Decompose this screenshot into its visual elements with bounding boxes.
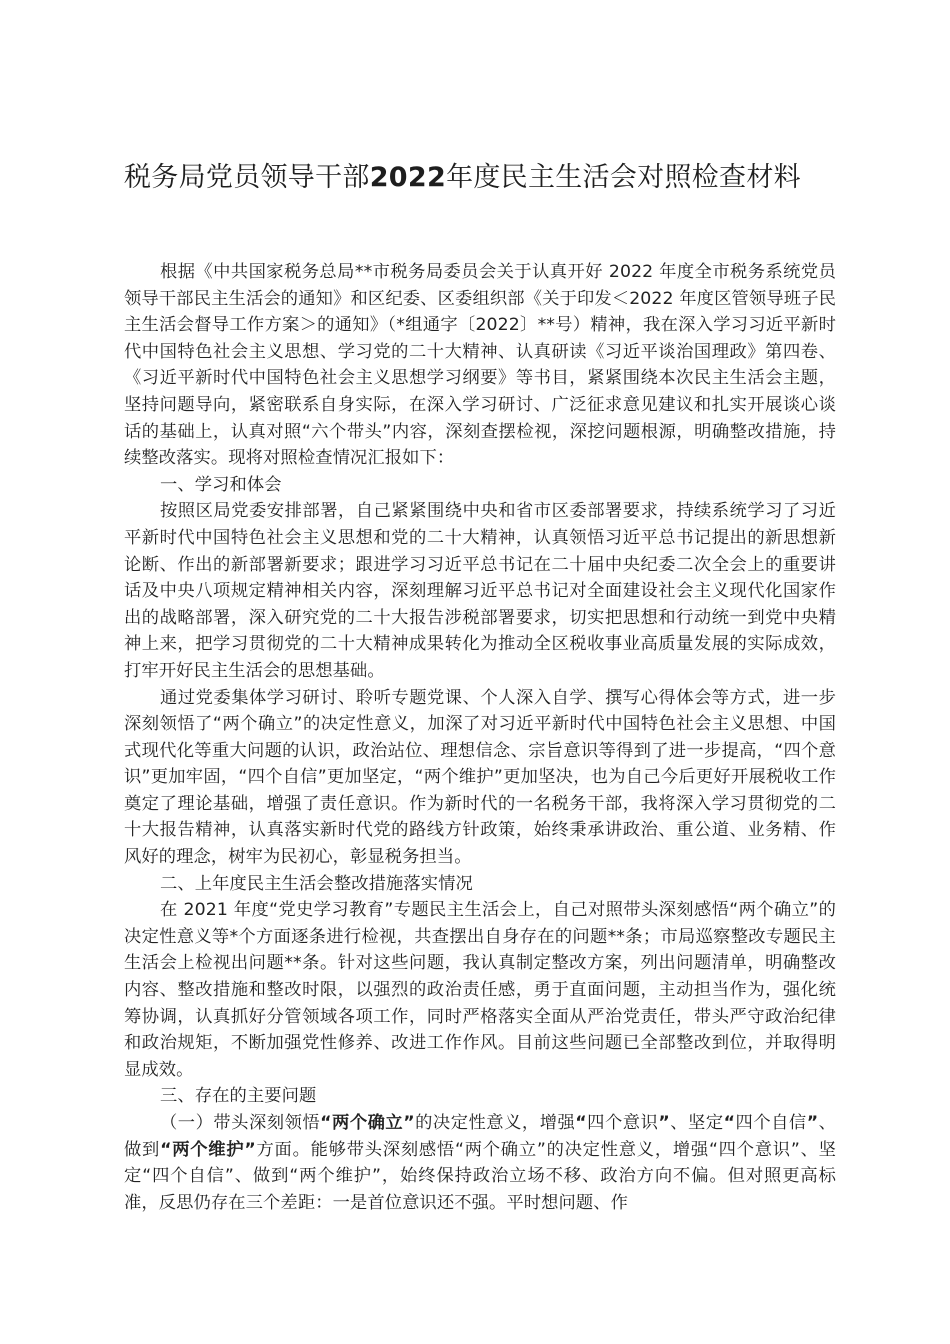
- study-paragraph-1: 按照区局党委安排部署，自己紧紧围绕中央和省市区委部署要求，持续系统学习了习近平新时代中国特色社会主义思想和党的二十大精神，认真领悟习近平总书记提出的新思想新论断、作出的新部署新要求；跟进学习习近平总书记在二十届中央纪委二次全会上的重要讲话及中央八项规定精神相关内容，深刻理解习近平总书记对全面建设社会主义现代化国家作出的战略部署，深入研究党的二十大报告涉税部署要求，切实把思想和行动统一到党中央精神上来，把学习贯彻党的二十大精神成果转化为推动全区税收事业高质量发展的实际成效，打牢开好民主生活会的思想基础。: [124, 501, 836, 681]
- rectification-paragraph: 在 2021 年度“党史学习教育”专题民主生活会上，自己对照带头深刻感悟“两个确立”的决定性意义等*个方面逐条进行检视，共查摆出自身存在的问题**条；市局巡察整改专题民主生活会上检视出问题**条。针对这些问题，我认真制定整改方案，列出问题清单，明确整改内容、整改措施和整改时限，以强烈的政治责任感，勇于直面问题，主动担当作为，强化统筹协调，认真抓好分管领域各项工作，同时严格落实全面从严治党责任，带头严守政治纪律和政治规矩，不断加强党性修养、改进工作作风。目前这些问题已全部整改到位，并取得明显成效。: [124, 900, 836, 1080]
- problem-bold-segment: ”: [658, 1113, 670, 1133]
- problems-paragraph-1: [124, 1110, 836, 1216]
- problem-bold-segment: “两个维护”: [160, 1139, 256, 1160]
- document-title: [124, 150, 844, 205]
- section-heading-3: 三、存在的主要问题: [160, 1086, 317, 1107]
- problem-bold-segment: ”: [806, 1113, 819, 1133]
- problem-text-segment: 方面。能够带头深刻感悟“两个确立”的决定性意义，增强“四个意识”、坚定“四个自信”、做到“两个维护”，始终保持政治立场不移、政治方向不偏。但对照更高标准，反思仍存在三个差距：一是首位意识还不强。平时想问题、作: [124, 1139, 836, 1213]
- document-body: [124, 259, 836, 1216]
- section-heading-2: 二、上年度民主生活会整改措施落实情况: [160, 873, 473, 894]
- section-heading-1: 一、学习和体会: [160, 474, 282, 495]
- problem-text-segment: 、做到: [124, 1113, 836, 1160]
- problem-text-segment: 、坚定: [669, 1113, 724, 1133]
- problem-text-segment: 的决定性意义，增强: [414, 1113, 576, 1133]
- study-paragraph-2: 通过党委集体学习研讨、聆听专题党课、个人深入自学、撰写心得体会等方式，进一步深刻领悟了“两个确立”的决定性意义，加深了对习近平新时代中国特色社会主义思想、中国式现代化等重大问题的认识，政治站位、理想信念、宗旨意识等得到了进一步提高，“四个意识”更加牢固，“四个自信”更加坚定，“两个维护”更加坚决，也为自己今后更好开展税收工作奠定了理论基础，增强了责任意识。作为新时代的一名税务干部，我将深入学习贯彻党的二十大报告精神，认真落实新时代党的路线方针政策，始终秉承讲政治、重公道、业务精、作风好的理念，树牢为民初心，彰显税务担当。: [124, 687, 836, 868]
- title-part-1: 税务局党员领导干部: [124, 162, 370, 193]
- title-part-2: 年度民主生活会对照检查材料: [446, 162, 801, 193]
- problem-text-segment: （一）带头深刻领悟: [160, 1113, 321, 1133]
- problem-bold-segment: “: [575, 1113, 587, 1133]
- problem-text-segment: 四个意识: [586, 1113, 659, 1133]
- intro-paragraph: 根据《中共国家税务总局**市税务局委员会关于认真开好 2022 年度全市税务系统党员领导干部民主生活会的通知》和区纪委、区委组织部《关于印发＜2022 年度区管领导班子民主生活会督导工作方案＞的通知》（*组通字〔2022〕**号）精神，我在深入学习习近平新时代中国特色社会主义思想、学习党的二十大精神、认真研读《习近平谈治国理政》第四卷、《习近平新时代中国特色社会主义思想学习纲要》等书目，紧紧围绕本次民主生活会主题，坚持问题导向，紧密联系自身实际，在深入学习研讨、广泛征求意见建议和扎实开展谈心谈话的基础上，认真对照“六个带头”内容，深刻查摆检视，深挖问题根源，明确整改措施，持续整改落实。现将对照检查情况汇报如下：: [124, 262, 836, 469]
- title-year: 2022: [369, 162, 447, 193]
- problem-text-segment: 四个自信: [735, 1113, 807, 1133]
- problem-bold-segment: “两个确立”: [320, 1113, 415, 1133]
- problem-bold-segment: “: [723, 1113, 736, 1133]
